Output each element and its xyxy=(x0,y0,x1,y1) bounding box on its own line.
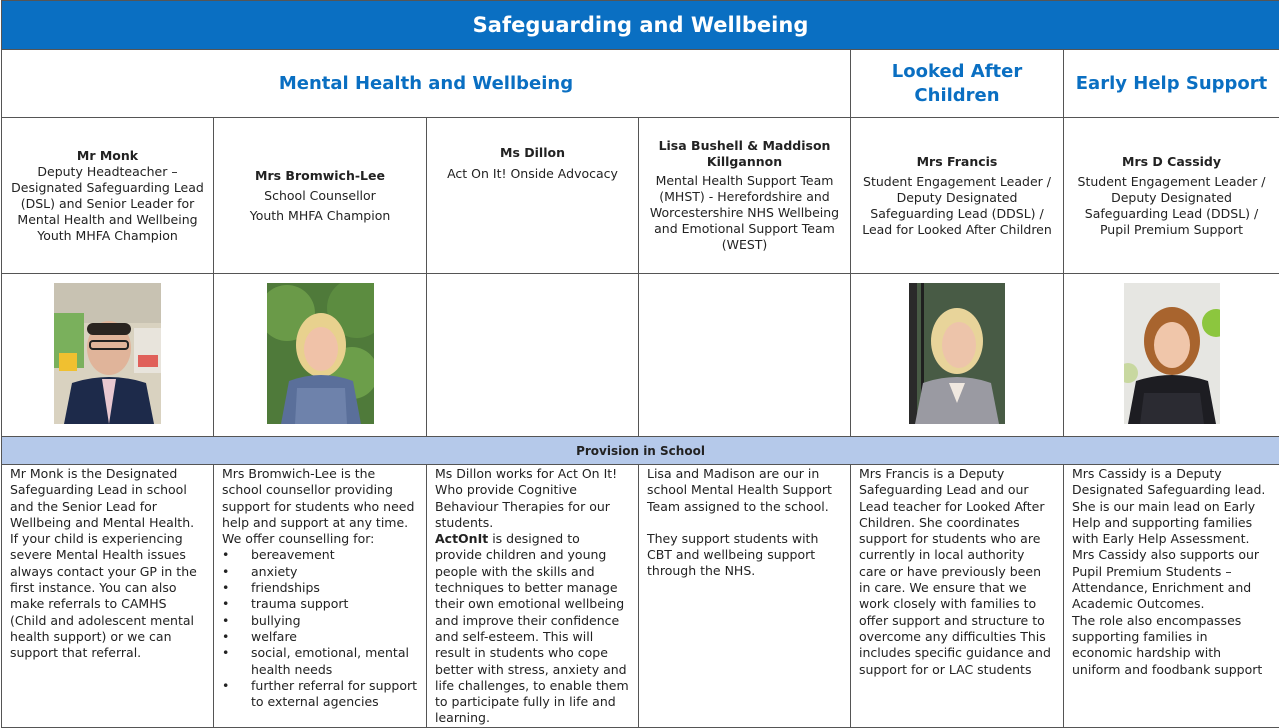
provision-text: Mrs Cassidy is a Deputy Designated Safeguarding lead. She is our main lead on Early Help and supporting families with Early Help Assessment. xyxy=(1072,466,1271,547)
list-item: • welfare xyxy=(251,629,418,645)
list-item: • anxiety xyxy=(251,564,418,580)
staff-card-cassidy xyxy=(1064,118,1279,274)
staff-card-francis xyxy=(851,118,1064,274)
staff-name: Mr Monk xyxy=(8,148,207,164)
photo-cell-bromwich-lee xyxy=(214,274,427,437)
provision-monk xyxy=(2,465,214,728)
provision-mhst xyxy=(639,465,851,728)
staff-role: Act On It! Onside Advocacy xyxy=(433,166,632,182)
photo-cassidy xyxy=(1124,283,1220,424)
provision-header: Provision in School xyxy=(2,437,1279,465)
provision-text: Ms Dillon works for Act On It! Who provide Cognitive Behaviour Therapies for our students. xyxy=(435,466,630,531)
photo-cell-monk xyxy=(2,274,214,437)
staff-role: Student Engagement Leader / Deputy Designated Safeguarding Lead (DDSL) / Pupil Premium Support xyxy=(1070,174,1273,238)
staff-role: Deputy Headteacher – Designated Safeguarding Lead (DSL) and Senior Leader for Mental Health and Wellbeing Youth MHFA Champion xyxy=(8,164,207,244)
provision-francis xyxy=(851,465,1064,728)
provision-text: Mrs Francis is a Deputy Safeguarding Lead and our Lead teacher for Looked After Children. She coordinates support for students who are currently in local authority care or have previously been in care. We ensure that we work closely with families to offer support and structure to overcome any difficulties This includes specific guidance and support for or LAC students xyxy=(859,466,1055,678)
staff-name: Mrs Francis xyxy=(857,154,1057,170)
photo-monk xyxy=(54,283,161,424)
provision-dillon xyxy=(427,465,639,728)
provision-text: is designed to provide children and young people with the skills and techniques to better manage their own emotional wellbeing and improve their confidence and self-esteem. This will result in students who cope better with stress, anxiety and life challenges, to enable them to participate fully in life and learning. xyxy=(435,531,629,725)
staff-role-secondary: Youth MHFA Champion xyxy=(220,208,420,224)
photo-cell-mhst xyxy=(639,274,851,437)
staff-role: Mental Health Support Team (MHST) - Herefordshire and Worcestershire NHS Wellbeing and Emotional Support Team (WEST) xyxy=(645,173,844,253)
list-item: • social, emotional, mental health needs xyxy=(251,645,418,678)
photo-cell-cassidy xyxy=(1064,274,1279,437)
section-looked-after: Looked After Children xyxy=(851,50,1064,118)
provision-text: Lisa and Madison are our in school Mental Health Support Team assigned to the school. xyxy=(647,466,842,515)
page-title: Safeguarding and Wellbeing xyxy=(2,1,1279,50)
photo-cell-francis xyxy=(851,274,1064,437)
photo-cell-dillon xyxy=(427,274,639,437)
provision-text: Mr Monk is the Designated Safeguarding Lead in school and the Senior Lead for Wellbeing and Mental Health. If your child is experiencing severe Mental Health issues always contact your GP in the first instance. You can also make referrals to CAMHS (Child and adolescent mental health support) or we can support that referral. xyxy=(10,466,205,662)
provision-text-actonit xyxy=(435,531,630,727)
staff-card-monk xyxy=(2,118,214,274)
list-item: • further referral for support to external agencies xyxy=(251,678,418,711)
provision-text: Mrs Cassidy also supports our Pupil Premium Students – Attendance, Enrichment and Academic Outcomes. xyxy=(1072,547,1271,612)
provision-bromwich-lee xyxy=(214,465,427,728)
list-item: • trauma support xyxy=(251,596,418,612)
counselling-list xyxy=(222,547,418,710)
list-item: • bereavement xyxy=(251,547,418,563)
provision-text: The role also encompasses supporting families in economic hardship with uniform and foodbank support xyxy=(1072,613,1271,678)
section-mental-health: Mental Health and Wellbeing xyxy=(2,50,851,118)
list-item: • friendships xyxy=(251,580,418,596)
safeguarding-table xyxy=(1,0,1279,728)
provision-cassidy xyxy=(1064,465,1279,728)
photo-bromwich-lee xyxy=(267,283,374,424)
staff-name: Ms Dillon xyxy=(433,145,632,161)
staff-name: Mrs D Cassidy xyxy=(1070,154,1273,170)
section-early-help: Early Help Support xyxy=(1064,50,1279,118)
provision-text: They support students with CBT and wellbeing support through the NHS. xyxy=(647,531,842,580)
actonit-brand: ActOnIt xyxy=(435,531,488,546)
photo-francis xyxy=(909,283,1005,424)
staff-card-bromwich-lee xyxy=(214,118,427,274)
staff-name: Mrs Bromwich-Lee xyxy=(220,168,420,184)
provision-text: We offer counselling for: xyxy=(222,531,418,547)
list-item: • bullying xyxy=(251,613,418,629)
staff-card-mhst xyxy=(639,118,851,274)
staff-name: Lisa Bushell & Maddison Killgannon xyxy=(645,138,844,170)
staff-role: School Counsellor xyxy=(220,188,420,204)
staff-role: Student Engagement Leader / Deputy Designated Safeguarding Lead (DDSL) / Lead for Looked After Children xyxy=(857,174,1057,238)
staff-card-dillon xyxy=(427,118,639,274)
provision-text: Mrs Bromwich-Lee is the school counsellor providing support for students who need help and support at any time. xyxy=(222,466,418,531)
